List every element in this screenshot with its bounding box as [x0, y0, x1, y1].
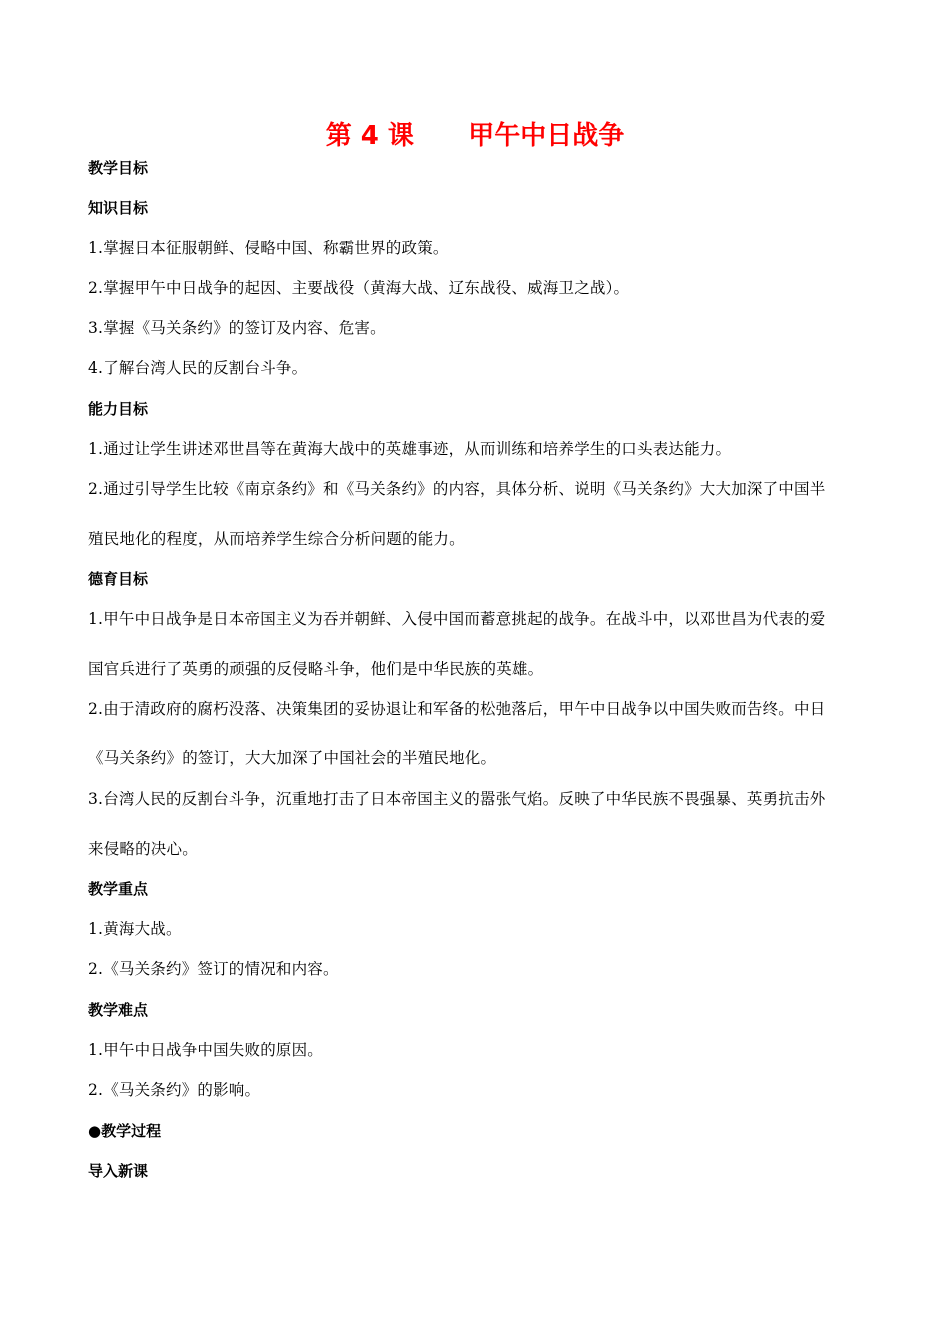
moral-item: 1.甲午中日战争是日本帝国主义为吞并朝鲜、入侵中国而蓄意挑起的战争。在战斗中，以邓世昌为代表的爱 — [88, 610, 826, 628]
knowledge-item: 3.掌握《马关条约》的签订及内容、危害。 — [88, 319, 386, 337]
ability-item: 2.通过引导学生比较《南京条约》和《马关条约》的内容，具体分析、说明《马关条约》大大加深了中国半 — [88, 480, 826, 498]
moral-item-continuation: 来侵略的决心。 — [88, 840, 198, 858]
key-item: 1.黄海大战。 — [88, 920, 182, 938]
difficult-item: 2.《马关条约》的影响。 — [88, 1081, 261, 1099]
section-heading-teaching-goals: 教学目标 — [88, 159, 149, 177]
moral-item: 3.台湾人民的反割台斗争，沉重地打击了日本帝国主义的嚣张气焰。反映了中华民族不畏强暴、英勇抗击外 — [88, 790, 826, 808]
ability-item-continuation: 殖民地化的程度，从而培养学生综合分析问题的能力。 — [88, 530, 465, 548]
key-item: 2.《马关条约》签订的情况和内容。 — [88, 960, 339, 978]
page-title: 第 4 课 甲午中日战争 — [325, 121, 625, 151]
section-heading-ability-goals: 能力目标 — [88, 400, 149, 418]
moral-item-continuation: 《马关条约》的签订，大大加深了中国社会的半殖民地化。 — [88, 749, 497, 767]
difficult-item: 1.甲午中日战争中国失败的原因。 — [88, 1041, 323, 1059]
moral-item: 2.由于清政府的腐朽没落、决策集团的妥协退让和军备的松弛落后，甲午中日战争以中国失败而告终。中日 — [88, 700, 826, 718]
section-heading-process: ●教学过程 — [88, 1122, 162, 1140]
knowledge-item: 4.了解台湾人民的反割台斗争。 — [88, 359, 308, 377]
moral-item-continuation: 国官兵进行了英勇的顽强的反侵略斗争，他们是中华民族的英雄。 — [88, 660, 544, 678]
section-heading-difficult-points: 教学难点 — [88, 1001, 149, 1019]
knowledge-item: 2.掌握甲午中日战争的起因、主要战役（黄海大战、辽东战役、威海卫之战）。 — [88, 279, 630, 297]
knowledge-item: 1.掌握日本征服朝鲜、侵略中国、称霸世界的政策。 — [88, 239, 449, 257]
ability-item: 1.通过让学生讲述邓世昌等在黄海大战中的英雄事迹，从而训练和培养学生的口头表达能力。 — [88, 440, 732, 458]
section-heading-key-points: 教学重点 — [88, 880, 149, 898]
section-heading-intro: 导入新课 — [88, 1162, 149, 1180]
section-heading-knowledge-goals: 知识目标 — [88, 199, 149, 217]
section-heading-moral-goals: 德育目标 — [88, 570, 149, 588]
